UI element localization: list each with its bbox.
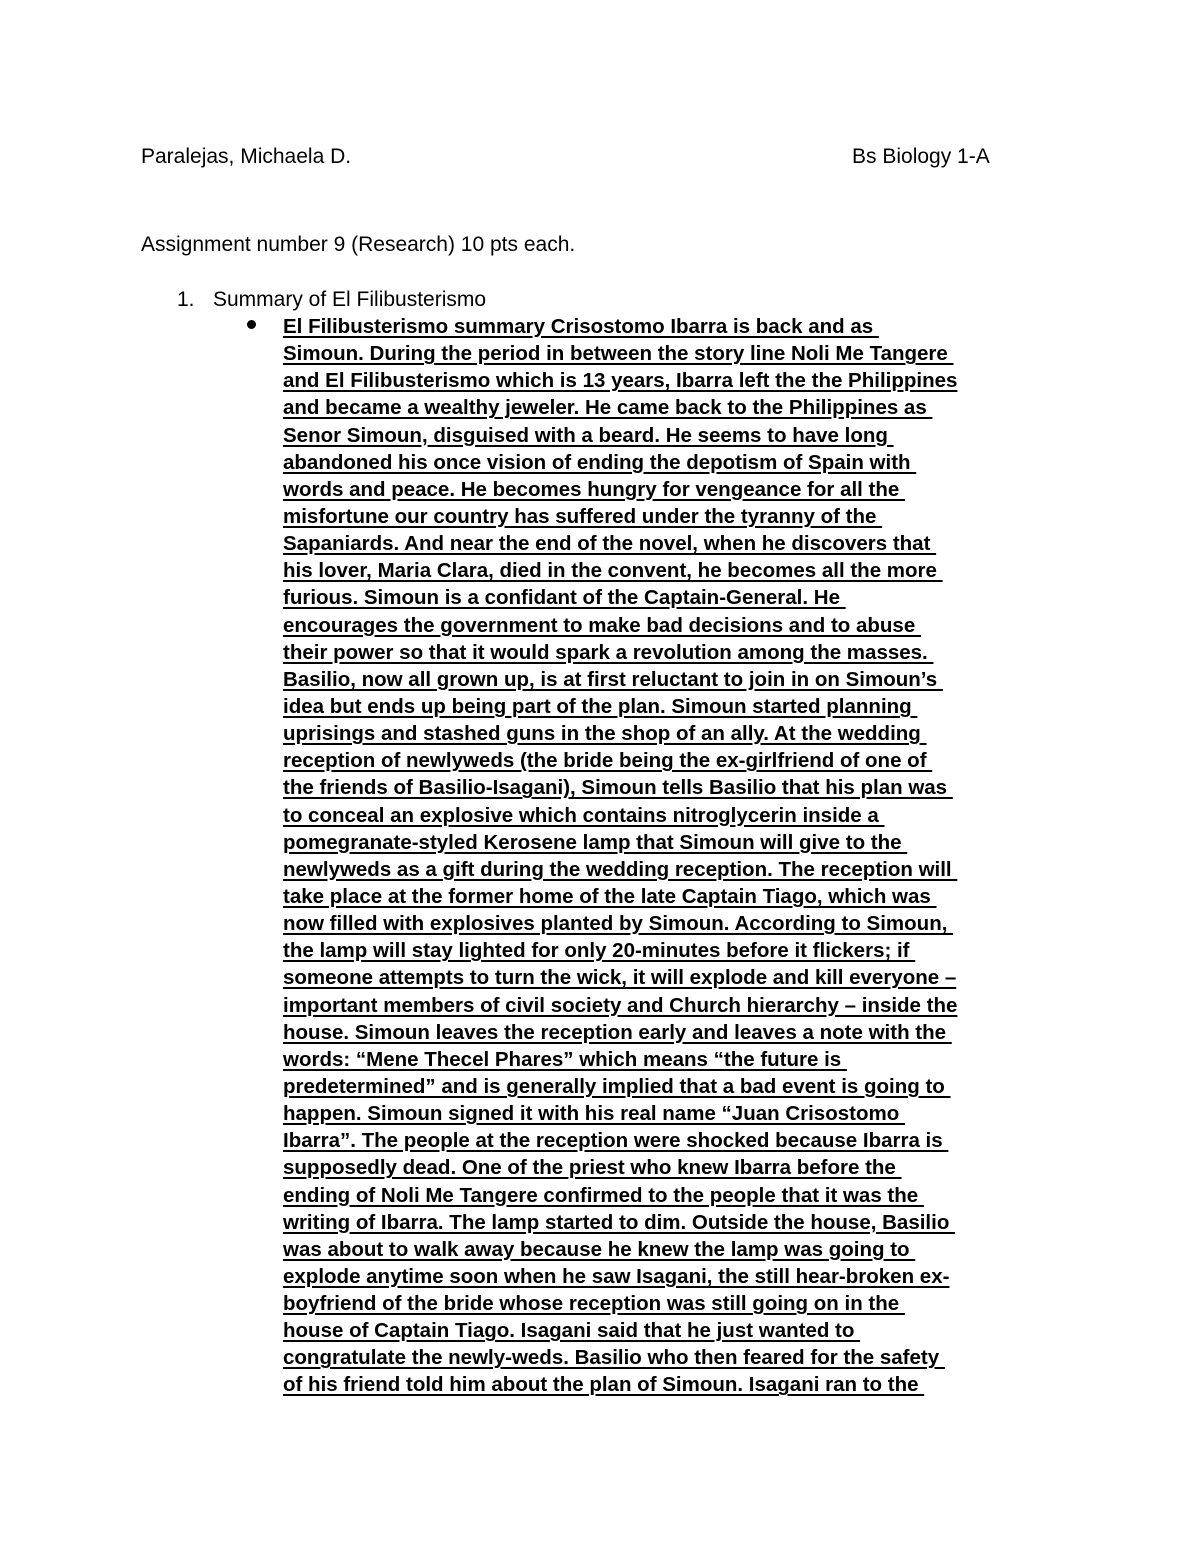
summary-line: words and peace. He becomes hungry for vengeance for all the xyxy=(283,477,906,501)
list-heading: Summary of El Filibusterismo xyxy=(213,288,487,311)
summary-line: Ibarra”. The people at the reception were shocked because Ibarra is xyxy=(283,1129,949,1153)
summary-line: reception of newlyweds (the bride being the ex-girlfriend of one of xyxy=(283,749,933,773)
summary-line: house. Simoun leaves the reception early and leaves a note with the xyxy=(283,1020,952,1044)
summary-line: someone attempts to turn the wick, it will explode and kill everyone – xyxy=(283,966,957,990)
summary-line: Simoun. During the period in between the story line Noli Me Tangere xyxy=(283,342,954,366)
summary-line: their power so that it would spark a revolution among the masses. xyxy=(283,640,934,664)
summary-line: to conceal an explosive which contains nitroglycerin inside a xyxy=(283,803,885,827)
summary-paragraph xyxy=(283,313,1083,1399)
summary-line: words: “Mene Thecel Phares” which means “the future is xyxy=(283,1047,847,1071)
summary-line: now filled with explosives planted by Simoun. According to Simoun, xyxy=(283,912,954,936)
summary-line: congratulate the newly-weds. Basilio who then feared for the safety xyxy=(283,1346,945,1370)
student-name: Paralejas, Michaela D. xyxy=(141,145,352,168)
summary-line: newlyweds as a gift during the wedding reception. The reception will xyxy=(283,857,958,881)
bullet-icon xyxy=(247,320,256,329)
summary-line: and El Filibusterismo which is 13 years, Ibarra left the the Philippines xyxy=(283,369,958,393)
summary-line: abandoned his once vision of ending the depotism of Spain with xyxy=(283,450,917,474)
summary-line: El Filibusterismo summary Crisostomo Ibarra is back and as xyxy=(283,315,879,338)
summary-line: encourages the government to make bad decisions and to abuse xyxy=(283,613,921,637)
list-number: 1. xyxy=(177,288,195,311)
summary-line: Sapaniards. And near the end of the novel, when he discovers that xyxy=(283,532,937,556)
summary-line: misfortune our country has suffered under the tyranny of the xyxy=(283,504,883,528)
summary-line: boyfriend of the bride whose reception was still going on in the xyxy=(283,1292,905,1316)
summary-line: predetermined” and is generally implied that a bad event is going to xyxy=(283,1074,951,1098)
summary-line: Basilio, now all grown up, is at first reluctant to join in on Simoun’s xyxy=(283,667,943,691)
class-section: Bs Biology 1-A xyxy=(852,145,990,168)
summary-line: was about to walk away because he knew the lamp was going to xyxy=(283,1237,916,1261)
summary-line: and became a wealthy jeweler. He came back to the Philippines as xyxy=(283,396,933,420)
summary-line: of his friend told him about the plan of Simoun. Isagani ran to the xyxy=(283,1373,925,1397)
summary-line: the lamp will stay lighted for only 20-minutes before it flickers; if xyxy=(283,939,916,963)
assignment-title: Assignment number 9 (Research) 10 pts each. xyxy=(141,233,576,256)
summary-line: furious. Simoun is a confidant of the Captain-General. He xyxy=(283,586,846,610)
summary-line: explode anytime soon when he saw Isagani, the still hear-broken ex- xyxy=(283,1264,950,1288)
summary-line: important members of civil society and Church hierarchy – inside the xyxy=(283,993,958,1017)
summary-line: happen. Simoun signed it with his real name “Juan Crisostomo xyxy=(283,1102,905,1126)
summary-line: supposedly dead. One of the priest who knew Ibarra before the xyxy=(283,1156,902,1180)
summary-line: house of Captain Tiago. Isagani said that he just wanted to xyxy=(283,1319,861,1343)
summary-line: ending of Noli Me Tangere confirmed to the people that it was the xyxy=(283,1183,924,1207)
summary-line: his lover, Maria Clara, died in the convent, he becomes all the more xyxy=(283,559,943,583)
summary-line: pomegranate-styled Kerosene lamp that Simoun will give to the xyxy=(283,830,908,854)
summary-line: the friends of Basilio-Isagani), Simoun tells Basilio that his plan was xyxy=(283,776,953,800)
summary-line: writing of Ibarra. The lamp started to dim. Outside the house, Basilio xyxy=(283,1210,956,1234)
summary-line: take place at the former home of the late Captain Tiago, which was xyxy=(283,884,937,908)
summary-line: idea but ends up being part of the plan. Simoun started planning xyxy=(283,694,918,718)
summary-line: uprisings and stashed guns in the shop of an ally. At the wedding xyxy=(283,722,927,746)
summary-line: Senor Simoun, disguised with a beard. He seems to have long xyxy=(283,423,894,447)
